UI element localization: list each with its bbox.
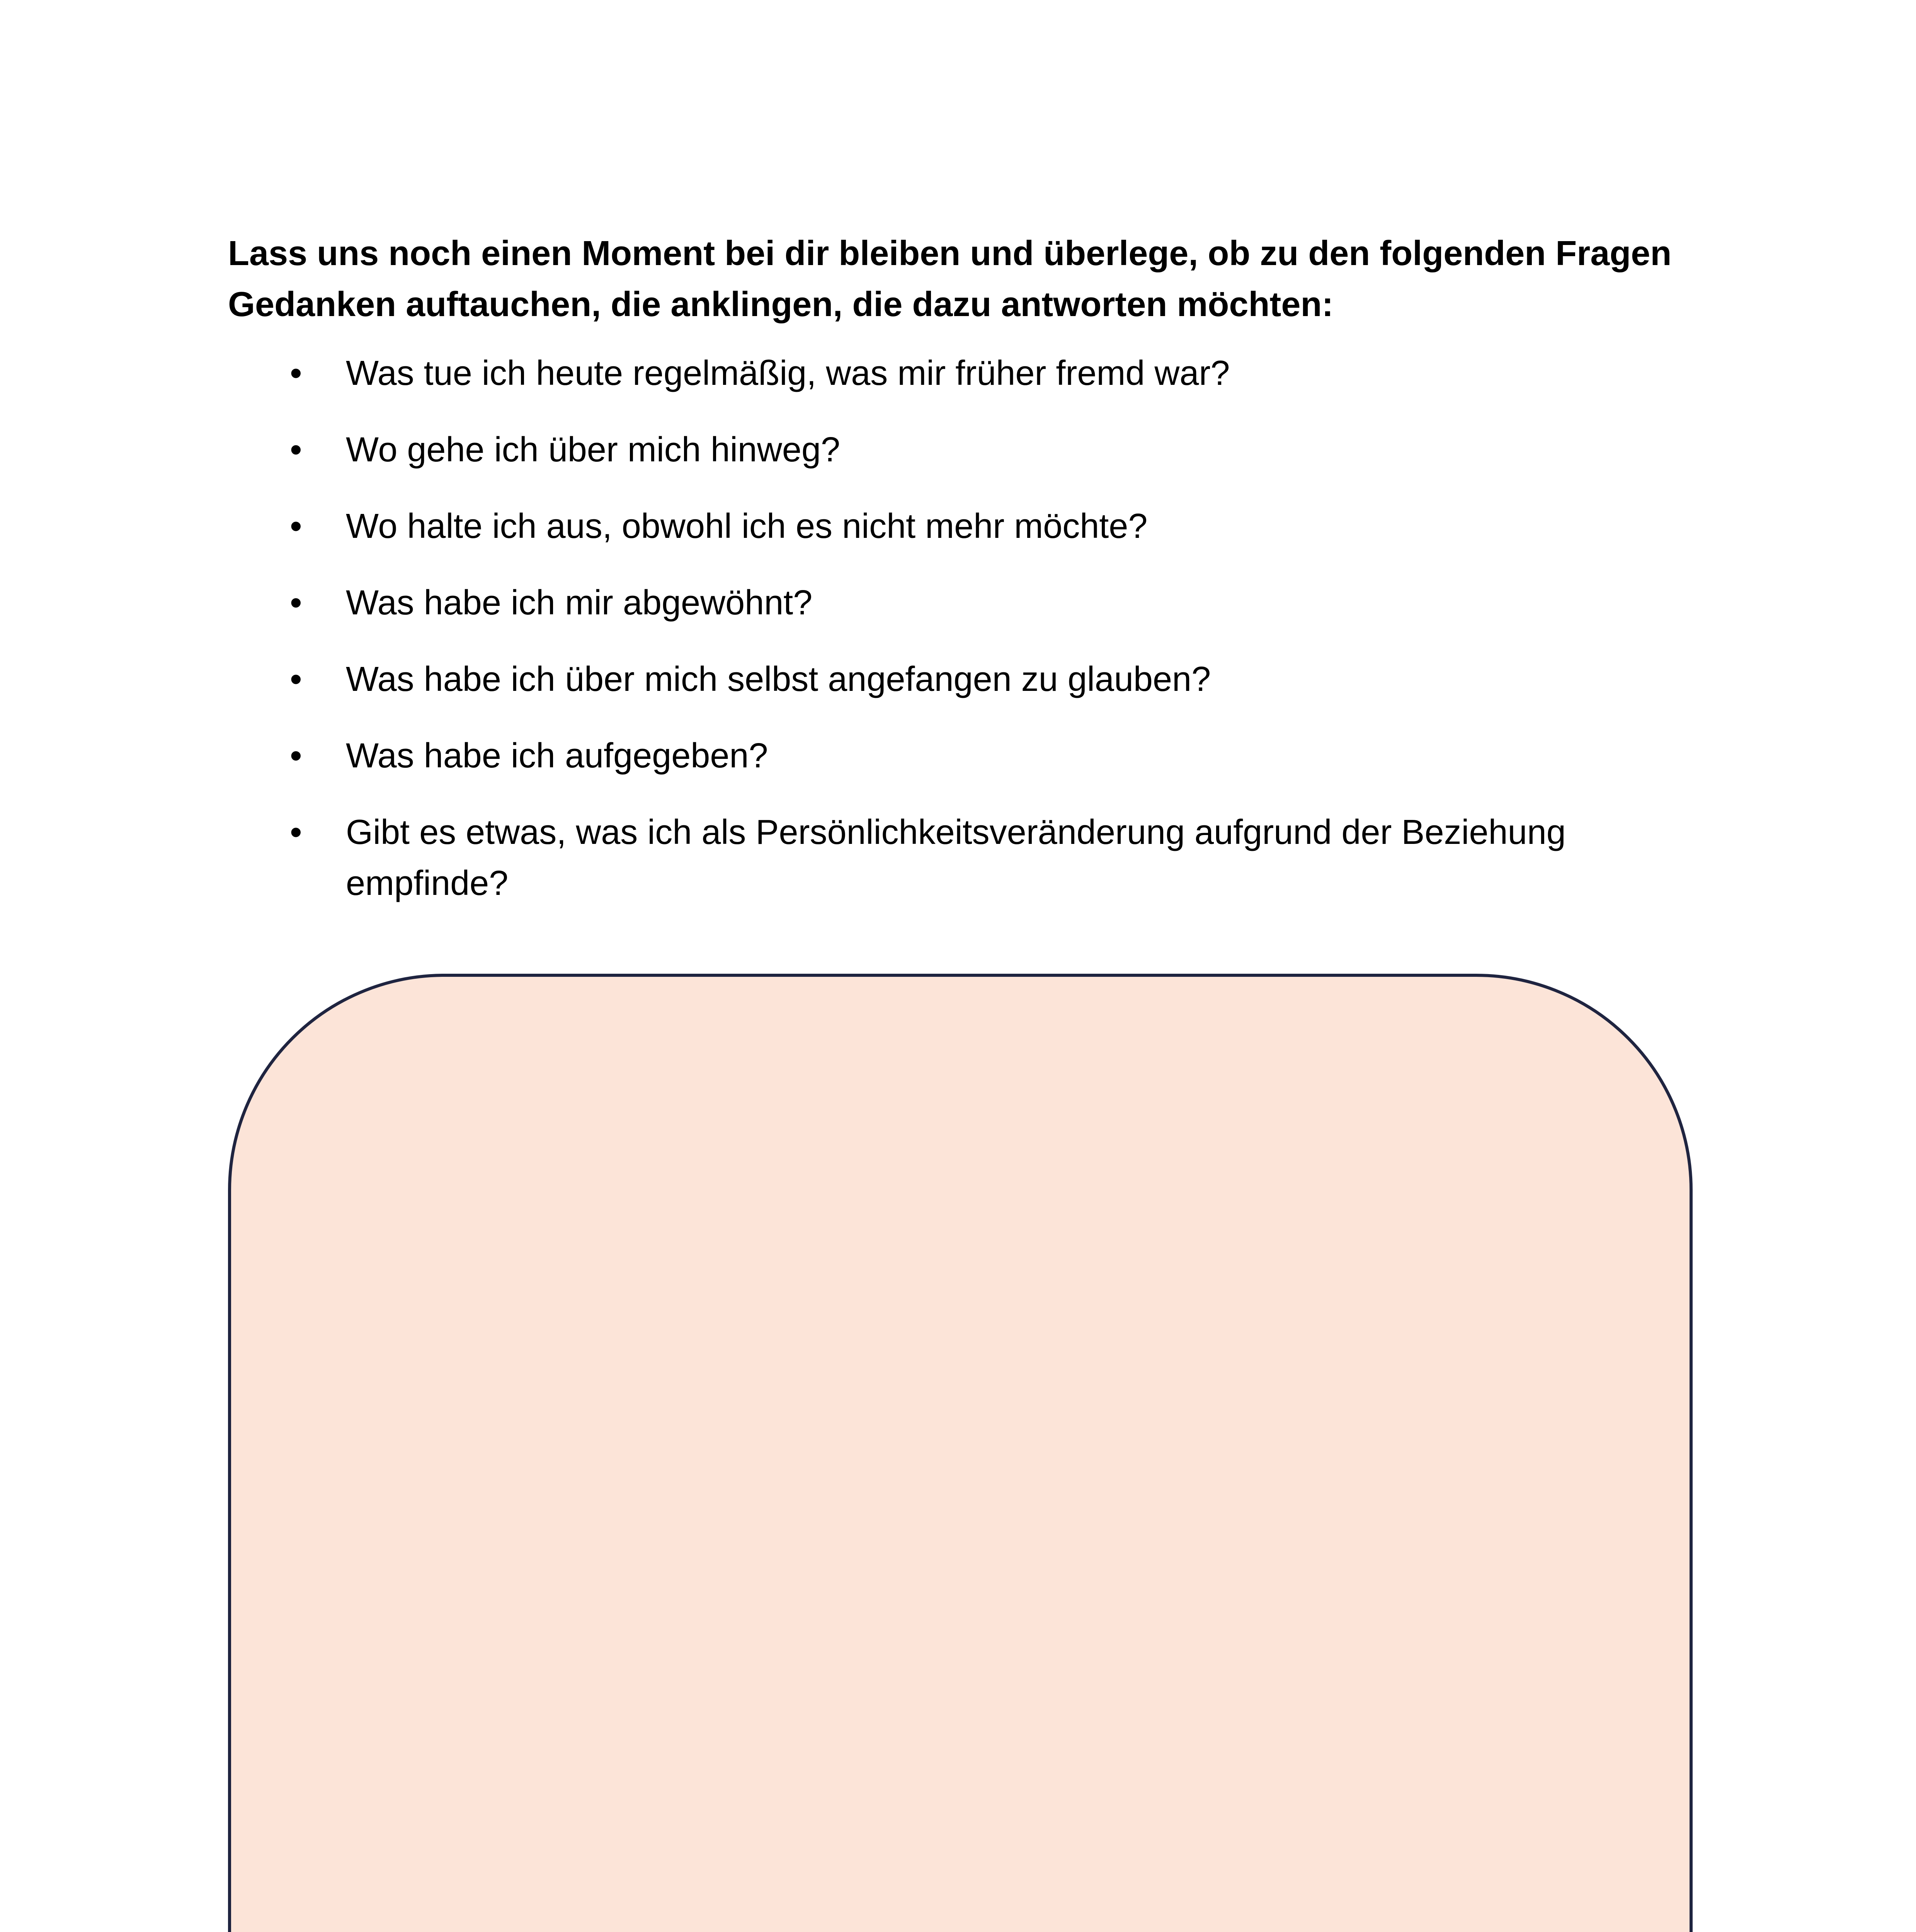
bullet-icon: • xyxy=(290,660,302,699)
question-text: Wo gehe ich über mich hinweg? xyxy=(346,430,841,469)
list-item xyxy=(228,424,1696,475)
bullet-icon: • xyxy=(290,583,302,622)
question-text: Was habe ich mir abgewöhnt? xyxy=(346,583,813,622)
question-text: Was habe ich aufgegeben? xyxy=(346,736,768,775)
list-item xyxy=(228,807,1696,909)
list-item xyxy=(228,348,1696,399)
question-text: Was tue ich heute regelmäßig, was mir früher fremd war? xyxy=(346,354,1230,393)
bullet-icon: • xyxy=(290,507,302,546)
list-item xyxy=(228,501,1696,552)
question-text: Gibt es etwas, was ich als Persönlichkeitsveränderung aufgrund der Beziehung empfinde? xyxy=(346,813,1566,903)
question-list xyxy=(228,348,1696,934)
bullet-icon: • xyxy=(290,813,302,852)
question-text: Wo halte ich aus, obwohl ich es nicht mehr möchte? xyxy=(346,507,1148,546)
intro-text: Lass uns noch einen Moment bei dir bleiben und überlege, ob zu den folgenden Fragen Gedanken auftauchen, die anklingen, die dazu antworten möchten: xyxy=(228,234,1672,324)
list-item xyxy=(228,730,1696,781)
list-item xyxy=(228,654,1696,705)
list-item xyxy=(228,577,1696,628)
question-text: Was habe ich über mich selbst angefangen zu glauben? xyxy=(346,660,1211,699)
answer-writing-box[interactable] xyxy=(228,974,1693,1932)
bullet-icon: • xyxy=(290,354,302,393)
bullet-icon: • xyxy=(290,736,302,775)
bullet-icon: • xyxy=(290,430,302,469)
